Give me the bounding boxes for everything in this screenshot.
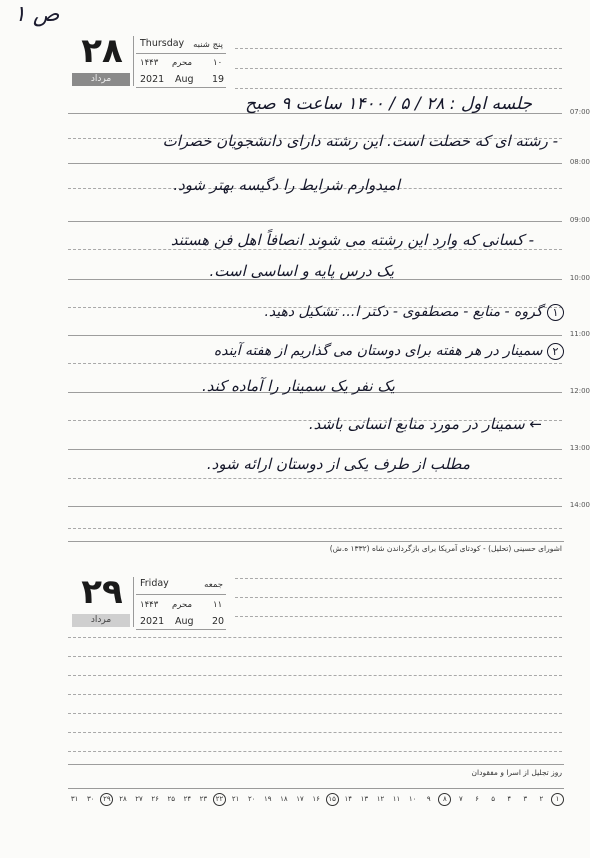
- rule-line: [68, 713, 562, 714]
- time-label: 11:00: [569, 330, 590, 338]
- rule-line: [68, 751, 562, 752]
- rule-line: [68, 363, 562, 364]
- hijri-day: ۱۱: [213, 600, 223, 610]
- rule-line: [68, 528, 562, 529]
- rule-line: [68, 478, 562, 479]
- day-strip-number: ۱۶: [312, 794, 320, 803]
- quote-footer: اشورای حسینی (تحلیل) - کودتای آمریکا برای بازگرداندن شاه (۱۳۳۲ ه.ش): [329, 544, 562, 553]
- rule-line: [235, 616, 562, 617]
- day-number: ۲۹: [81, 572, 123, 612]
- header-rule-bottom: [136, 87, 226, 88]
- note-line: مطلب از طرف یکی از دوستان ارائه شود.: [206, 455, 470, 473]
- time-label: 14:00: [569, 501, 590, 509]
- time-label: 07:00: [569, 108, 590, 116]
- time-label: 12:00: [569, 387, 590, 395]
- weekday-en: Friday: [140, 578, 169, 589]
- time-label: 13:00: [569, 444, 590, 452]
- greg-day: 20: [212, 616, 225, 627]
- item-text: سمینار در هر هفته برای دوستان می گذاریم از هفته آینده: [213, 343, 543, 359]
- day-strip-number: ۲۴: [183, 794, 192, 803]
- rule-line: [235, 578, 562, 579]
- rule-line: [68, 675, 562, 676]
- note-text: سمینار در مورد منابع انسانی باشد.: [308, 415, 525, 433]
- day-strip-number: ۱۸: [280, 794, 288, 803]
- note-line: یک درس پایه و اساسی است.: [209, 262, 394, 280]
- weekday-fa: پنج شنبه: [193, 40, 223, 50]
- hour-line: [68, 449, 562, 450]
- day-strip-number: ۷: [459, 794, 463, 803]
- header-divider: [133, 36, 134, 86]
- note-line: [309, 415, 542, 433]
- day-strip-number: ۱۲: [376, 794, 385, 803]
- hour-line: [68, 335, 562, 336]
- note-line: جلسه اول : ۲۸ / ۵ / ۱۴۰۰ ساعت ۹ صبح: [245, 94, 532, 114]
- greg-month: Aug: [175, 74, 194, 85]
- hour-line: [68, 163, 562, 164]
- day-strip-number: ۱۰: [408, 794, 417, 803]
- day-strip-number: ۲۷: [135, 794, 143, 803]
- day-strip-number: ۲۲: [213, 793, 226, 806]
- month-day-strip: [68, 788, 564, 807]
- day-strip-number: ۳۱: [70, 794, 79, 803]
- rule-line: [235, 88, 562, 89]
- rule-line: [235, 48, 562, 49]
- greg-year: 2021: [140, 616, 165, 627]
- day-strip-number: ۲۰: [247, 794, 256, 803]
- day-strip-number: ۱۹: [264, 794, 272, 803]
- day-strip-number: ۳۰: [87, 794, 95, 803]
- day-strip-number: ۲۱: [231, 794, 240, 803]
- day-strip-number: ۲۶: [151, 794, 159, 803]
- time-label: 08:00: [569, 158, 590, 166]
- time-label: 10:00: [569, 274, 590, 282]
- hijri-month: محرم: [172, 600, 192, 610]
- rule-line: [68, 249, 562, 250]
- day-number: ۲۸: [81, 31, 123, 71]
- month-badge: مرداد: [72, 73, 130, 86]
- header-rule-bottom: [136, 629, 226, 630]
- rule-line: [68, 694, 562, 695]
- hijri-month: محرم: [172, 58, 192, 68]
- rule-line: [68, 637, 562, 638]
- day-strip-number: ۵: [491, 794, 495, 803]
- day-strip-number: ۱: [551, 793, 564, 806]
- time-label: 09:00: [569, 216, 590, 224]
- greg-year: 2021: [140, 74, 165, 85]
- weekday-fa: جمعه: [204, 580, 223, 590]
- hijri-day: ۱۰: [213, 58, 223, 68]
- item-text: گروه - منابع - مصطفوی - دکتر ا... تشکیل دهید.: [264, 304, 543, 320]
- day-strip-number: ۲۳: [199, 794, 208, 803]
- rule-line: [235, 68, 562, 69]
- day-strip-number: ۲۵: [167, 794, 176, 803]
- day-strip-number: ۱۳: [360, 794, 369, 803]
- numbered-item-1: [264, 304, 564, 321]
- header-divider: [133, 577, 134, 627]
- hour-line: [68, 506, 562, 507]
- day-strip-number: ۲۸: [119, 794, 127, 803]
- arrow-icon: ←: [529, 415, 542, 433]
- numbered-item-2: [214, 343, 564, 360]
- day-strip-number: ۹: [426, 794, 431, 803]
- day-strip-number: ۱۴: [344, 794, 353, 803]
- hijri-year: ۱۴۴۳: [140, 58, 159, 68]
- page-number-note: ص ۱: [14, 2, 60, 27]
- day-strip-number: ۱۷: [296, 794, 304, 803]
- item-number-badge: ۱: [547, 304, 564, 321]
- footer-rule: [68, 541, 564, 542]
- weekday-en: Thursday: [140, 38, 185, 49]
- rule-line: [68, 656, 562, 657]
- hour-line: [68, 221, 562, 222]
- rule-line: [235, 597, 562, 598]
- note-line: یک نفر یک سمینار را آماده کند.: [202, 377, 395, 395]
- day-strip-number: ۳: [523, 794, 528, 803]
- day-strip-number: ۲: [539, 794, 544, 803]
- day-strip-number: ۶: [475, 794, 479, 803]
- month-badge: مرداد: [72, 614, 130, 627]
- hijri-year: ۱۴۴۳: [140, 600, 159, 610]
- note-line: امیدوارم شرایط را دگیسه بهتر شود.: [173, 176, 400, 194]
- day-strip-number: ۱۱: [392, 794, 401, 803]
- day-strip-number: ۸: [438, 793, 451, 806]
- item-number-badge: ۲: [547, 343, 564, 360]
- header-rule: [136, 594, 226, 595]
- day-strip-number: ۱۵: [326, 793, 339, 806]
- day-strip-number: ۲۹: [100, 793, 113, 806]
- note-line: - رشته ای که خصلت است. این رشته دارای دانشجویان خصرات: [162, 132, 558, 150]
- footer-rule: [68, 764, 564, 765]
- greg-day: 19: [212, 74, 225, 85]
- header-rule: [136, 53, 226, 54]
- note-line: - کسانی که وارد این رشته می شوند انصافاً اهل فن هستند: [170, 231, 534, 249]
- greg-month: Aug: [175, 616, 194, 627]
- day-strip-number: ۴: [507, 794, 512, 803]
- rule-line: [68, 732, 562, 733]
- quote-footer: روز تجلیل از اسرا و مفقودان: [471, 768, 562, 777]
